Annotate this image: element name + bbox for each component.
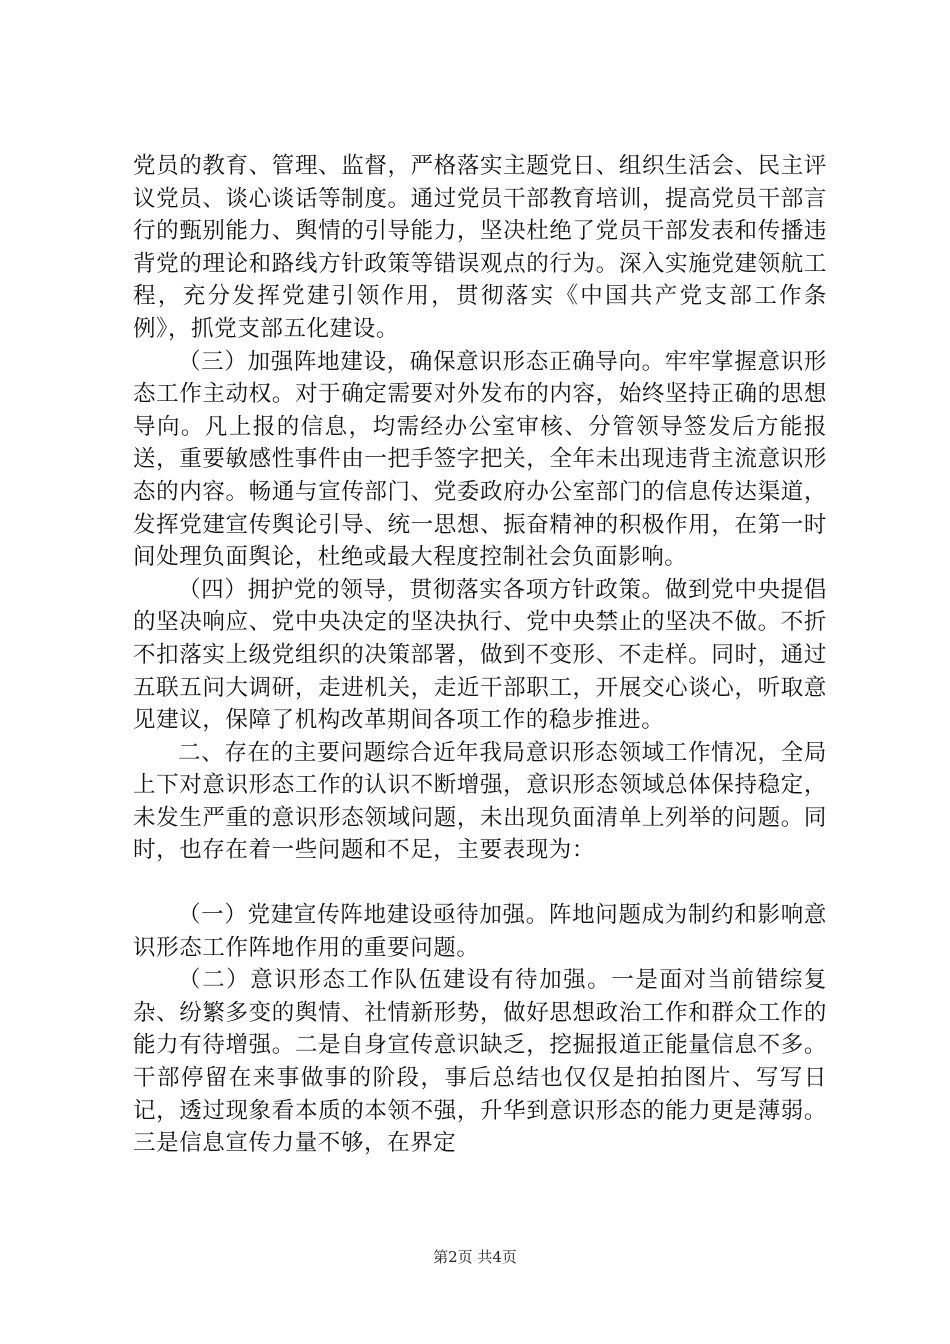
paragraph-gap xyxy=(133,867,827,899)
paragraph-problem-one: （一）党建宣传阵地建设亟待加强。阵地问题成为制约和影响意识形态工作阵地作用的重要问题。 xyxy=(133,902,827,961)
paragraph-problem-two: （二）意识形态工作队伍建设有待加强。一是面对当前错综复杂、纷繁多变的舆情、社情新形势，做好思想政治工作和群众工作的能力有待增强。二是自身宣传意识缺乏，挖掘报道正能量信息不多。干部停留在来事做事的阶段，事后总结也仅仅是拍拍图片、写写日记，透过现象看本质的本领不强，升华到意识形态的能力更是薄弱。三是信息宣传力量不够，在界定 xyxy=(133,967,827,1157)
paragraph-section-three: （三）加强阵地建设，确保意识形态正确导向。牢牢掌握意识形态工作主动权。对于确定需要对外发布的内容，始终坚持正确的思想导向。凡上报的信息，均需经办公室审核、分管领导签发后方能报送，重要敏感性事件由一把手签字把关，全年未出现违背主流意识形态的内容。畅通与宣传部门、党委政府办公室部门的信息传达渠道，发挥党建宣传舆论引导、统一思想、振奋精神的积极作用，在第一时间处理负面舆论，杜绝或最大程度控制社会负面影响。 xyxy=(133,348,827,571)
paragraph-main-problems: 二、存在的主要问题综合近年我局意识形态领域工作情况，全局上下对意识形态工作的认识不断增强，意识形态领域总体保持稳定，未发生严重的意识形态领域问题，未出现负面清单上列举的问题。同时，也存在着一些问题和不足，主要表现为： xyxy=(133,739,827,864)
page-number-footer: 第2页 共4页 xyxy=(433,1248,517,1266)
document-body xyxy=(133,150,827,1160)
paragraph-section-four: （四）拥护党的领导，贯彻落实各项方针政策。做到党中央提倡的坚决响应、党中央决定的坚决执行、党中央禁止的坚决不做。不折不扣落实上级党组织的决策部署，做到不变形、不走样。同时，通过五联五问大调研，走进机关，走近干部职工，开展交心谈心，听取意见建议，保障了机构改革期间各项工作的稳步推进。 xyxy=(133,576,827,734)
paragraph-continuation: 党员的教育、管理、监督，严格落实主题党日、组织生活会、民主评议党员、谈心谈话等制度。通过党员干部教育培训，提高党员干部言行的甄别能力、舆情的引导能力，坚决杜绝了党员干部发表和传播违背党的理论和路线方针政策等错误观点的行为。深入实施党建领航工程，充分发挥党建引领作用，贯彻落实《中国共产党支部工作条例》，抓党支部五化建设。 xyxy=(133,153,827,342)
